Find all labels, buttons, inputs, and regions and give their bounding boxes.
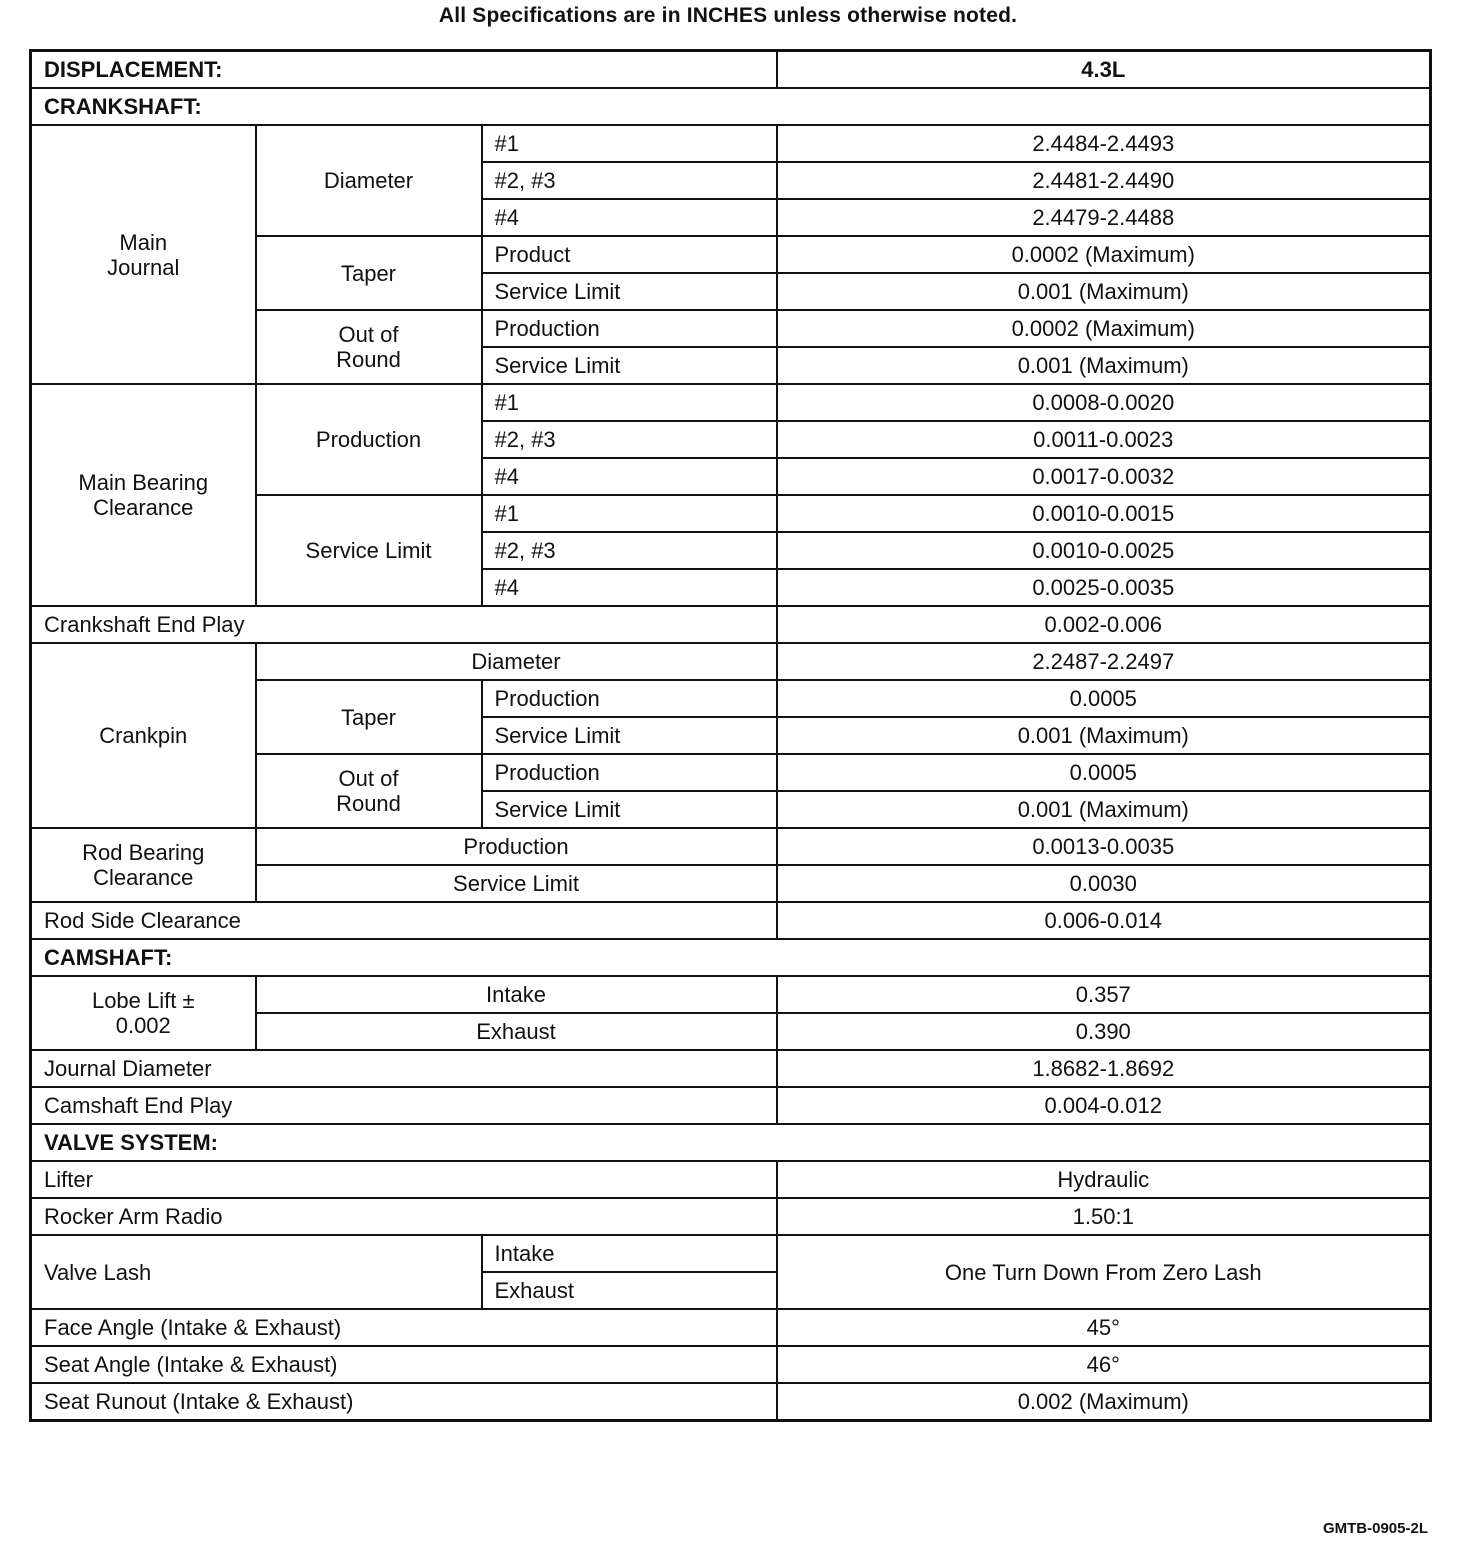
spec-sub-label: Production: [256, 828, 777, 865]
face-angle-label: Face Angle (Intake & Exhaust): [31, 1309, 777, 1346]
main-journal-label: Main Journal: [31, 125, 256, 384]
table-row: [31, 976, 1431, 1013]
valve-system-section-title: VALVE SYSTEM:: [31, 1124, 1431, 1161]
spec-value: 0.004-0.012: [777, 1087, 1431, 1124]
spec-value: 2.4484-2.4493: [777, 125, 1431, 162]
spec-sub-label: Service Limit: [482, 273, 777, 310]
spec-value: 1.50:1: [777, 1198, 1431, 1235]
spec-sub-label: Intake: [482, 1235, 777, 1272]
table-row: [31, 51, 1431, 89]
spec-value: 1.8682-1.8692: [777, 1050, 1431, 1087]
spec-sub-label: #1: [482, 384, 777, 421]
table-row: [31, 384, 1431, 421]
spec-value: 0.0025-0.0035: [777, 569, 1431, 606]
seat-runout-label: Seat Runout (Intake & Exhaust): [31, 1383, 777, 1421]
spec-value: 0.0010-0.0015: [777, 495, 1431, 532]
spec-value: 45°: [777, 1309, 1431, 1346]
table-row: [31, 1309, 1431, 1346]
camshaft-end-play-label: Camshaft End Play: [31, 1087, 777, 1124]
main-journal-out-of-round-label: Out of Round: [256, 310, 482, 384]
specifications-note: All Specifications are in INCHES unless otherwise noted.: [438, 4, 1018, 27]
spec-sub-label: #4: [482, 199, 777, 236]
spec-value: 46°: [777, 1346, 1431, 1383]
spec-value: 0.0017-0.0032: [777, 458, 1431, 495]
spec-sub-label: #4: [482, 569, 777, 606]
spec-value: 0.002-0.006: [777, 606, 1431, 643]
spec-value: 0.006-0.014: [777, 902, 1431, 939]
table-row: [31, 1383, 1431, 1421]
table-row: [31, 125, 1431, 162]
spec-value: 0.001 (Maximum): [777, 717, 1431, 754]
crankpin-taper-label: Taper: [256, 680, 482, 754]
spec-value: 0.390: [777, 1013, 1431, 1050]
spec-value: 0.0011-0.0023: [777, 421, 1431, 458]
spec-sub-label: #2, #3: [482, 162, 777, 199]
table-row: [31, 828, 1431, 865]
spec-value: 0.0002 (Maximum): [777, 310, 1431, 347]
engine-spec-table: [29, 49, 1432, 1422]
rocker-arm-ratio-label: Rocker Arm Radio: [31, 1198, 777, 1235]
crankpin-label: Crankpin: [31, 643, 256, 828]
figure-code: GMTB-0905-2L: [1322, 1520, 1428, 1537]
spec-sub-label: Product: [482, 236, 777, 273]
section-header: [31, 939, 1431, 976]
spec-value: 0.001 (Maximum): [777, 273, 1431, 310]
journal-diameter-label: Journal Diameter: [31, 1050, 777, 1087]
spec-value: 2.2487-2.2497: [777, 643, 1431, 680]
spec-sub-label: #2, #3: [482, 421, 777, 458]
spec-sub-label: Exhaust: [256, 1013, 777, 1050]
rod-bearing-clearance-label: Rod Bearing Clearance: [31, 828, 256, 902]
spec-sub-label: Production: [482, 754, 777, 791]
spec-sub-label: #2, #3: [482, 532, 777, 569]
lifter-label: Lifter: [31, 1161, 777, 1198]
spec-sub-label: Service Limit: [482, 347, 777, 384]
spec-value: 0.0005: [777, 754, 1431, 791]
table-row: [31, 643, 1431, 680]
table-row: [31, 902, 1431, 939]
spec-value: 2.4481-2.4490: [777, 162, 1431, 199]
spec-sub-label: Service Limit: [482, 717, 777, 754]
main-bearing-clearance-label: Main Bearing Clearance: [31, 384, 256, 606]
spec-value: 0.0002 (Maximum): [777, 236, 1431, 273]
main-bearing-production-label: Production: [256, 384, 482, 495]
spec-value: Hydraulic: [777, 1161, 1431, 1198]
spec-value: 0.0013-0.0035: [777, 828, 1431, 865]
table-row: [31, 606, 1431, 643]
spec-value: 0.0010-0.0025: [777, 532, 1431, 569]
spec-sub-label: #4: [482, 458, 777, 495]
spec-value: One Turn Down From Zero Lash: [777, 1235, 1431, 1309]
section-header: [31, 88, 1431, 125]
spec-sub-label: Service Limit: [482, 791, 777, 828]
spec-sub-label: Service Limit: [256, 865, 777, 902]
main-bearing-service-limit-label: Service Limit: [256, 495, 482, 606]
table-row: [31, 1198, 1431, 1235]
spec-value: 0.0008-0.0020: [777, 384, 1431, 421]
spec-sub-label: Exhaust: [482, 1272, 777, 1309]
spec-value: 0.002 (Maximum): [777, 1383, 1431, 1421]
spec-value: 0.001 (Maximum): [777, 791, 1431, 828]
spec-value: 0.0005: [777, 680, 1431, 717]
spec-sub-label: Production: [482, 310, 777, 347]
camshaft-section-title: CAMSHAFT:: [31, 939, 1431, 976]
crankshaft-section-title: CRANKSHAFT:: [31, 88, 1431, 125]
table-row: [31, 1235, 1431, 1272]
main-journal-diameter-label: Diameter: [256, 125, 482, 236]
main-journal-taper-label: Taper: [256, 236, 482, 310]
spec-value: 0.001 (Maximum): [777, 347, 1431, 384]
table-row: [31, 1346, 1431, 1383]
spec-sub-label: #1: [482, 495, 777, 532]
spec-sub-label: Intake: [256, 976, 777, 1013]
crankpin-diameter-label: Diameter: [256, 643, 777, 680]
crankshaft-end-play-label: Crankshaft End Play: [31, 606, 777, 643]
displacement-label: DISPLACEMENT:: [31, 51, 777, 89]
crankpin-out-of-round-label: Out of Round: [256, 754, 482, 828]
displacement-value: 4.3L: [777, 51, 1431, 89]
section-header: [31, 1124, 1431, 1161]
spec-sub-label: #1: [482, 125, 777, 162]
spec-value: 2.4479-2.4488: [777, 199, 1431, 236]
valve-lash-label: Valve Lash: [31, 1235, 482, 1309]
spec-value: 0.0030: [777, 865, 1431, 902]
seat-angle-label: Seat Angle (Intake & Exhaust): [31, 1346, 777, 1383]
spec-sub-label: Production: [482, 680, 777, 717]
rod-side-clearance-label: Rod Side Clearance: [31, 902, 777, 939]
spec-value: 0.357: [777, 976, 1431, 1013]
table-row: [31, 1161, 1431, 1198]
table-row: [31, 1050, 1431, 1087]
lobe-lift-label: Lobe Lift ± 0.002: [31, 976, 256, 1050]
table-row: [31, 1087, 1431, 1124]
